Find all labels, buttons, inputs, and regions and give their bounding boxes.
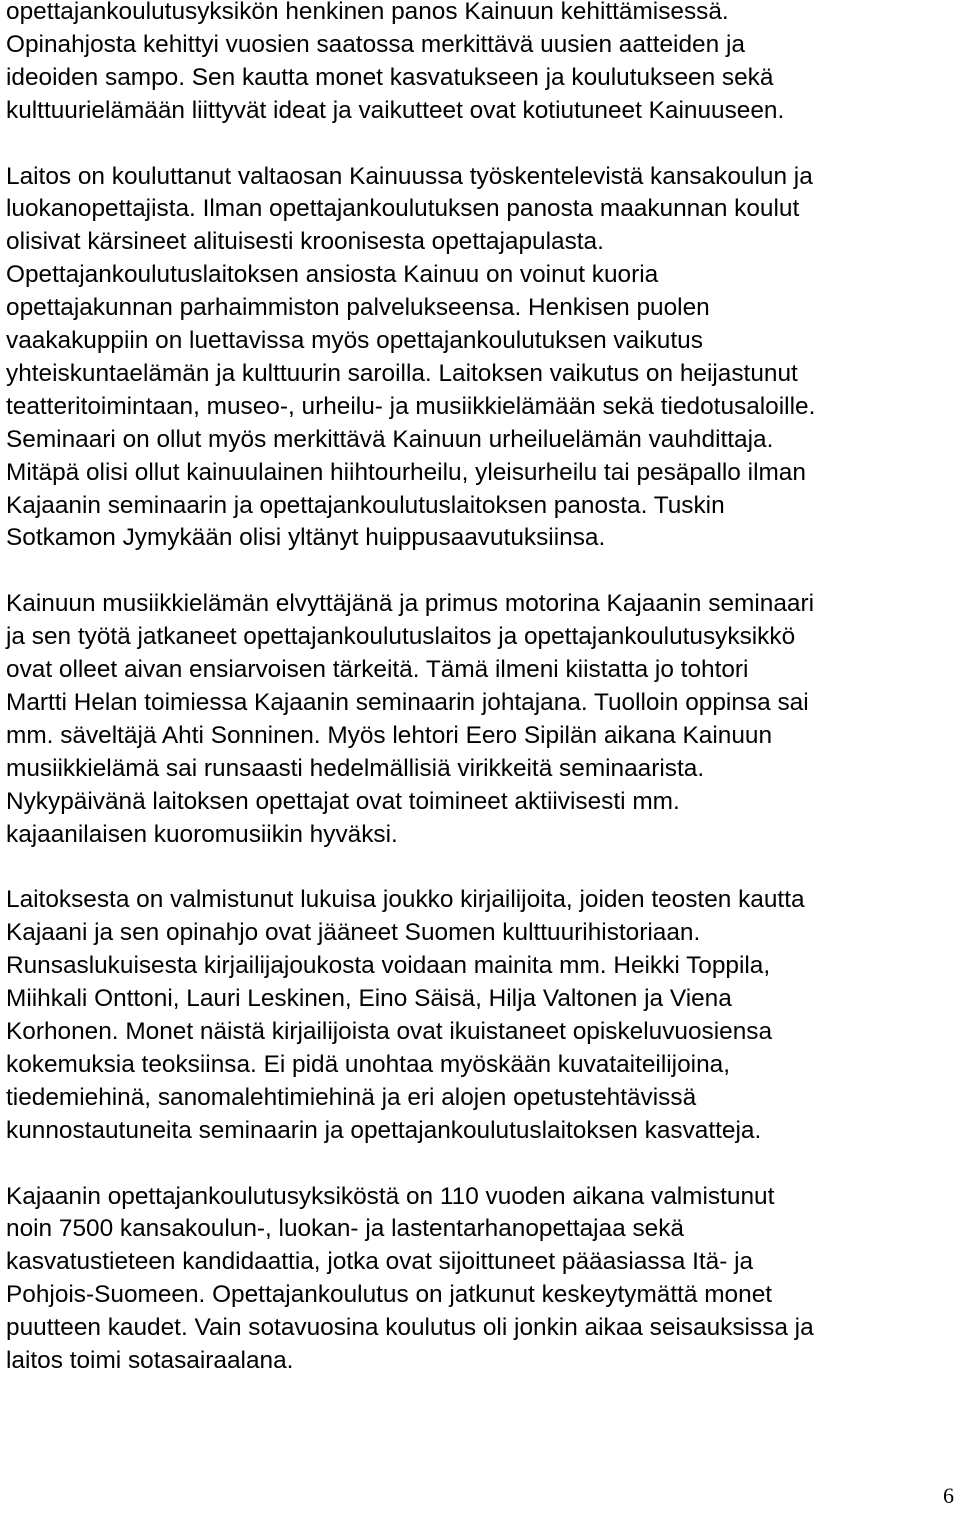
text-line: kunnostautuneita seminaarin ja opettajankoulutuslaitoksen kasvatteja. bbox=[6, 1116, 762, 1144]
paragraph-1 bbox=[6, 0, 960, 128]
text-line: laitos toimi sotasairaalana. bbox=[6, 1347, 294, 1375]
text-line: opettajakunnan parhaimmiston palvelukseensa. Henkisen puolen bbox=[6, 294, 710, 322]
text-line: musiikkielämä sai runsaasti hedelmällisiä virikkeitä seminaarista. bbox=[6, 754, 705, 782]
text-line: teatteritoimintaan, museo-, urheilu- ja musiikkielämään sekä tiedotusaloille. bbox=[6, 392, 816, 420]
text-line: Kajaanin opettajankoulutusyksiköstä on 110 vuoden aikana valmistunut bbox=[6, 1182, 775, 1210]
text-line: Kajaani ja sen opinahjo ovat jääneet Suomen kulttuurihistoriaan. bbox=[6, 919, 701, 947]
paragraph-3 bbox=[6, 588, 960, 851]
text-line: Laitoksesta on valmistunut lukuisa joukko kirjailijoita, joiden teosten kautta bbox=[6, 886, 805, 914]
paragraph-5 bbox=[6, 1181, 960, 1378]
text-line: Martti Helan toimiessa Kajaanin seminaarin johtajana. Tuolloin oppinsa sai bbox=[6, 689, 809, 716]
text-line: Sotkamon Jymykään olisi yltänyt huippusaavutuksiinsa. bbox=[6, 524, 606, 552]
text-line: olisivat kärsineet alituisesti kroonisesta opettajapulasta. bbox=[6, 228, 604, 256]
text-line: Korhonen. Monet näistä kirjailijoista ovat ikuistaneet opiskeluvuosiensa bbox=[6, 1018, 773, 1046]
text-line: Seminaari on ollut myös merkittävä Kainuun urheiluelämän vauhdittaja. bbox=[6, 425, 774, 453]
text-line: kulttuurielämään liittyvät ideat ja vaikutteet ovat kotiutuneet Kainuuseen. bbox=[6, 96, 785, 124]
text-line: Kainuun musiikkielämän elvyttäjänä ja primus motorina Kajaanin seminaari bbox=[6, 590, 814, 618]
page-number: 6 bbox=[943, 1483, 954, 1508]
text-line: Runsaslukuisesta kirjailijajoukosta voidaan mainita mm. Heikki Toppila, bbox=[6, 952, 771, 980]
text-line: Kajaanin seminaarin ja opettajankoulutuslaitoksen panosta. Tuskin bbox=[6, 491, 725, 519]
text-line: Opettajankoulutuslaitoksen ansiosta Kainuu on voinut kuoria bbox=[6, 261, 659, 289]
text-line: Mitäpä olisi ollut kainuulainen hiihtourheilu, yleisurheilu tai pesäpallo ilman bbox=[6, 458, 806, 486]
text-line: vaakakuppiin on luettavissa myös opettajankoulutuksen vaikutus bbox=[6, 327, 703, 355]
text-line: mm. säveltäjä Ahti Sonninen. Myös lehtori Eero Sipilän aikana Kainuun bbox=[6, 721, 773, 749]
text-line: kajaanilaisen kuoromusiikin hyväksi. bbox=[6, 820, 398, 848]
text-line: yhteiskuntaelämän ja kulttuurin saroilla. Laitoksen vaikutus on heijastunut bbox=[6, 359, 798, 387]
text-line: opettajankoulutusyksikön henkinen panos Kainuun kehittämisessä. bbox=[6, 0, 729, 25]
text-line: Laitos on kouluttanut valtaosan Kainuussa työskentelevistä kansakoulun ja bbox=[6, 162, 813, 190]
text-line: Pohjois-Suomeen. Opettajankoulutus on jatkunut keskeytymättä monet bbox=[6, 1281, 773, 1309]
text-line: luokanopettajista. Ilman opettajankoulutuksen panosta maakunnan koulut bbox=[6, 195, 800, 223]
text-line: Opinahjosta kehittyi vuosien saatossa merkittävä uusien aatteiden ja bbox=[6, 30, 745, 58]
body-text bbox=[6, 0, 960, 1411]
text-line: ideoiden sampo. Sen kautta monet kasvatukseen ja koulutukseen sekä bbox=[6, 63, 774, 91]
text-line: kokemuksia teoksiinsa. Ei pidä unohtaa myöskään kuvataiteilijoina, bbox=[6, 1050, 730, 1078]
text-line: Miihkali Onttoni, Lauri Leskinen, Eino Säisä, Hilja Valtonen ja Viena bbox=[6, 985, 732, 1013]
text-line: tiedemiehinä, sanomalehtimiehinä ja eri alojen opetustehtävissä bbox=[6, 1083, 697, 1111]
paragraph-4 bbox=[6, 884, 960, 1147]
paragraph-2 bbox=[6, 161, 960, 556]
text-line: kasvatustieteen kandidaattia, jotka ovat sijoittuneet pääasiassa Itä- ja bbox=[6, 1248, 754, 1276]
text-line: ovat olleet aivan ensiarvoisen tärkeitä. Tämä ilmeni kiistatta jo tohtori bbox=[6, 656, 749, 684]
text-line: puutteen kaudet. Vain sotavuosina koulutus oli jonkin aikaa seisauksissa ja bbox=[6, 1314, 814, 1342]
text-line: noin 7500 kansakoulun-, luokan- ja lastentarhanopettajaa sekä bbox=[6, 1215, 684, 1243]
text-line: ja sen työtä jatkaneet opettajankoulutuslaitos ja opettajankoulutusyksikkö bbox=[6, 623, 796, 651]
text-line: Nykypäivänä laitoksen opettajat ovat toimineet aktiivisesti mm. bbox=[6, 787, 680, 815]
